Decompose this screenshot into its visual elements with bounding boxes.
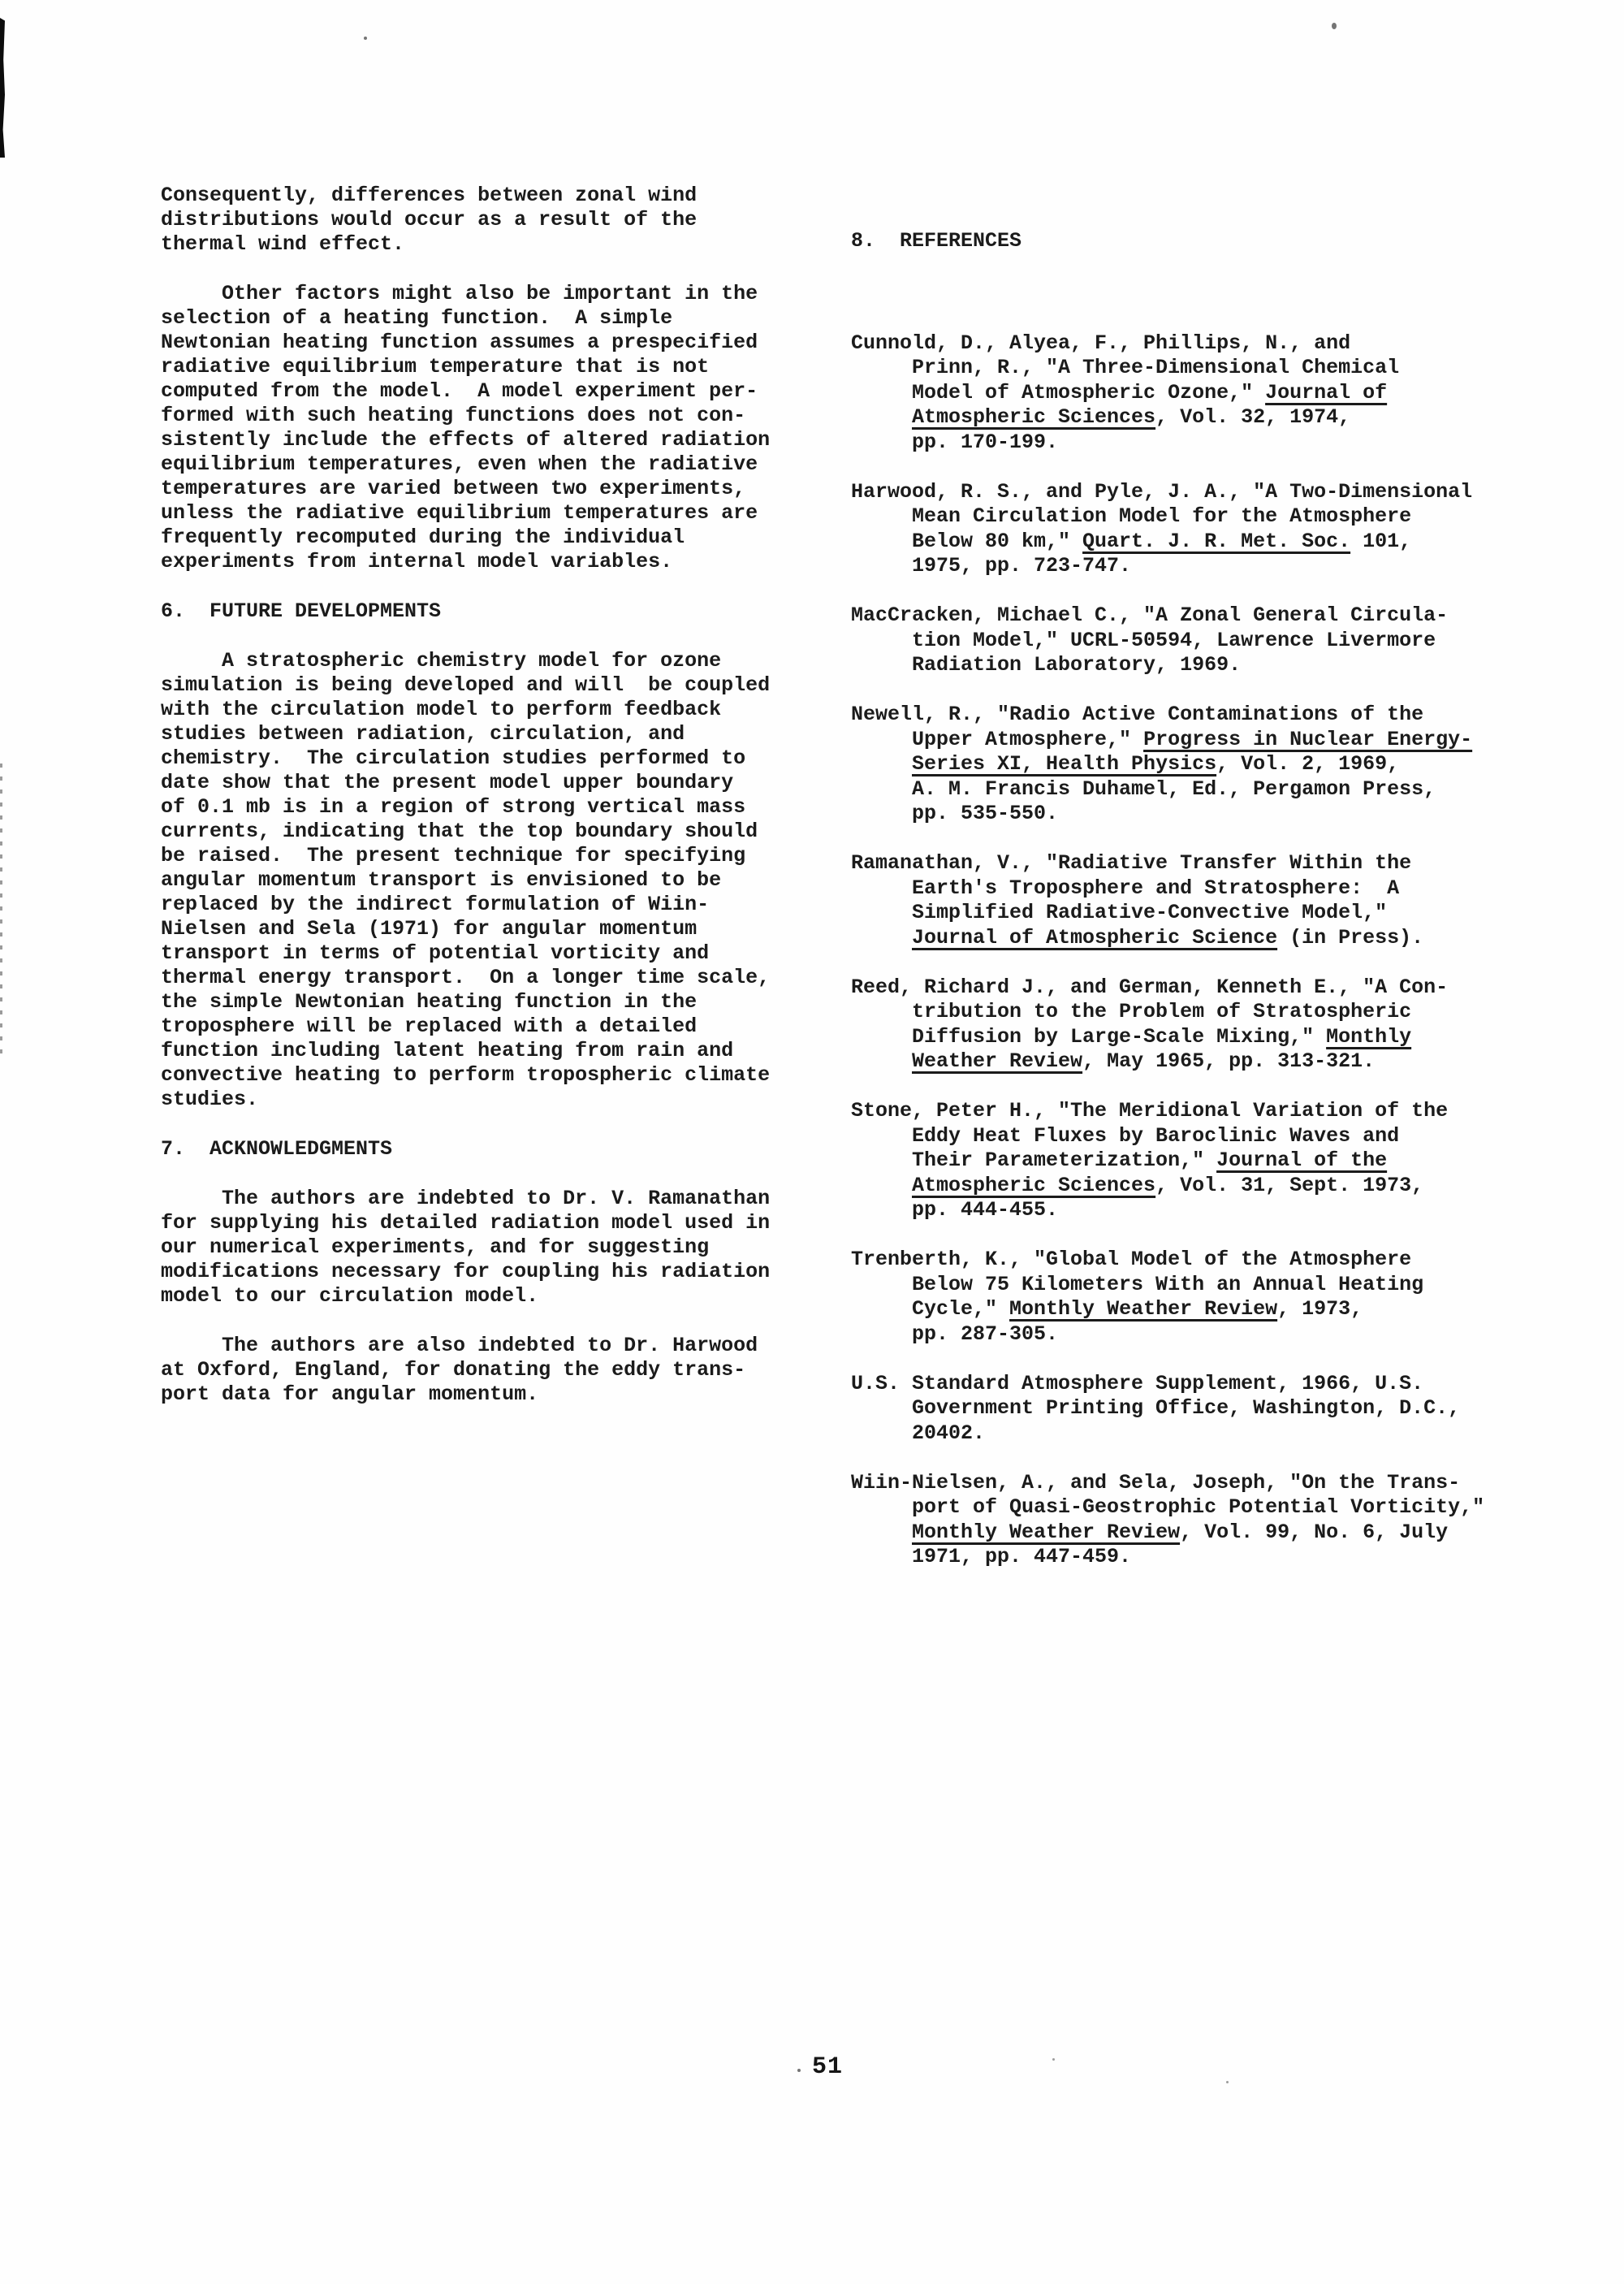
reference-text: 101, [1350, 529, 1412, 553]
reference-text: Radiation Laboratory, 1969. [851, 653, 1242, 677]
reference-line [851, 728, 1501, 753]
paragraph [161, 184, 802, 257]
reference-text: Cycle," [851, 1297, 1010, 1321]
reference-text: Ramanathan, V., "Radiative Transfer Within the [851, 851, 1412, 875]
reference-item [851, 1099, 1501, 1223]
reference-line [851, 1025, 1501, 1050]
reference-line [851, 629, 1501, 654]
text-line: with the circulation model to perform feedback [161, 698, 722, 721]
reference-text: Upper Atmosphere," [851, 727, 1144, 751]
paragraph [161, 1334, 802, 1407]
text-line: our numerical experiments, and for suggesting [161, 1235, 710, 1259]
reference-item [851, 331, 1501, 456]
reference-line [851, 1545, 1501, 1570]
reference-text: tion Model," UCRL-50594, Lawrence Livermore [851, 628, 1436, 652]
reference-text: pp. 444-455. [851, 1198, 1059, 1222]
reference-text: tribution to the Problem of Stratospheric [851, 1000, 1412, 1023]
reference-line [851, 1124, 1501, 1149]
reference-text: Wiin-Nielsen, A., and Sela, Joseph, "On the Trans- [851, 1470, 1461, 1495]
text-line: date show that the present model upper boundary [161, 771, 734, 794]
text-line: distributions would occur as a result of the [161, 208, 698, 231]
reference-text: Stone, Peter H., "The Meridional Variation of the [851, 1099, 1449, 1123]
reference-text: MacCracken, Michael C., "A Zonal General Circula- [851, 603, 1449, 627]
reference-line [851, 777, 1501, 802]
reference-line [851, 1495, 1501, 1521]
reference-line [851, 653, 1501, 678]
paragraph [161, 1187, 802, 1309]
underlined-journal-title: Monthly [1326, 1024, 1412, 1049]
reference-line [851, 901, 1501, 926]
text-line: model to our circulation model. [161, 1284, 539, 1308]
reference-item [851, 1372, 1501, 1447]
reference-text: , Vol. 2, 1969, [1216, 752, 1400, 776]
underlined-journal-title: Weather Review [912, 1049, 1083, 1073]
reference-line [851, 975, 1501, 1001]
reference-line [851, 530, 1501, 555]
reference-text: Newell, R., "Radio Active Contaminations of the [851, 703, 1424, 726]
reference-text: Eddy Heat Fluxes by Baroclinic Waves and [851, 1123, 1400, 1148]
reference-line [851, 1421, 1501, 1447]
reference-text: A. M. Francis Duhamel, Ed., Pergamon Press, [851, 776, 1436, 801]
text-line: modifications necessary for coupling his radiation [161, 1260, 771, 1283]
text-line: Nielsen and Sela (1971) for angular momentum [161, 917, 698, 941]
text-line: function including latent heating from rain and [161, 1039, 734, 1062]
text-line: be raised. The present technique for specifying [161, 844, 746, 867]
reference-line [851, 703, 1501, 728]
reference-item [851, 703, 1501, 827]
text-line: A stratospheric chemistry model for ozone [161, 649, 722, 673]
text-line: simulation is being developed and will be coupled [161, 673, 771, 697]
reference-text: Cunnold, D., Alyea, F., Phillips, N., and [851, 331, 1351, 355]
text-line: of 0.1 mb is in a region of strong vertical mass [161, 795, 746, 819]
scan-edge-artifact [0, 18, 5, 158]
text-line: chemistry. The circulation studies performed to [161, 746, 746, 770]
text-line: The authors are indebted to Dr. V. Ramanathan [161, 1187, 771, 1210]
reference-line [851, 1322, 1501, 1347]
underlined-journal-title: Atmospheric Sciences [912, 405, 1156, 429]
reference-text: Below 75 Kilometers With an Annual Heating [851, 1272, 1424, 1296]
text-line: studies. [161, 1088, 259, 1111]
reference-text: (in Press). [1277, 925, 1424, 950]
reference-text: Mean Circulation Model for the Atmosphere [851, 504, 1412, 528]
text-line: thermal energy transport. On a longer time scale, [161, 966, 771, 989]
reference-line [851, 1396, 1501, 1421]
reference-item [851, 1248, 1501, 1347]
reference-text: Government Printing Office, Washington, D.C., [851, 1396, 1461, 1420]
underlined-journal-title: Series XI, Health Physics [912, 752, 1217, 776]
reference-item [851, 1471, 1501, 1570]
reference-text [851, 1174, 912, 1197]
reference-line [851, 1148, 1501, 1174]
reference-text: , 1973, [1277, 1297, 1363, 1321]
reference-item [851, 851, 1501, 950]
reference-line [851, 1297, 1501, 1322]
reference-text: Harwood, R. S., and Pyle, J. A., "A Two-Dimensional [851, 479, 1473, 504]
text-line: Consequently, differences between zonal wind [161, 184, 698, 207]
right-column [851, 180, 1501, 1644]
reference-text [851, 752, 912, 776]
reference-text [851, 926, 912, 950]
reference-line [851, 1198, 1501, 1223]
reference-line [851, 802, 1501, 827]
reference-text: , Vol. 31, Sept. 1973, [1155, 1173, 1424, 1197]
reference-item [851, 603, 1501, 678]
underlined-journal-title: Journal of Atmospheric Science [912, 925, 1278, 950]
underlined-journal-title: Quart. J. R. Met. Soc. [1082, 529, 1351, 553]
text-line: selection of a heating function. A simple [161, 306, 673, 330]
reference-line [851, 1049, 1501, 1075]
reference-line [851, 405, 1501, 430]
underlined-journal-title: Progress in Nuclear Energy- [1143, 727, 1473, 751]
text-line: frequently recomputed during the individual [161, 526, 685, 549]
text-line: experiments from internal model variables. [161, 550, 673, 573]
reference-line [851, 356, 1501, 381]
text-line: formed with such heating functions does not con- [161, 404, 746, 427]
reference-text: Model of Atmospheric Ozone," [851, 380, 1266, 404]
paragraph [161, 282, 802, 574]
references-heading: 8. REFERENCES [851, 229, 1022, 253]
page-number: 51 [812, 2053, 844, 2081]
text-line: for supplying his detailed radiation model used in [161, 1211, 771, 1235]
reference-text: Trenberth, K., "Global Model of the Atmosphere [851, 1248, 1412, 1271]
underlined-journal-title: Journal of the [1216, 1148, 1388, 1172]
reference-text: pp. 535-550. [851, 802, 1059, 825]
reference-line [851, 926, 1501, 951]
left-column [161, 184, 802, 1432]
reference-text: Simplified Radiative-Convective Model," [851, 901, 1388, 924]
reference-text: 20402. [851, 1421, 986, 1445]
text-line: Newtonian heating function assumes a prespecified [161, 331, 758, 354]
text-line: 7. ACKNOWLEDGMENTS [161, 1137, 393, 1161]
reference-text: 1971, pp. 447-459. [851, 1545, 1132, 1568]
paragraph [161, 649, 802, 1112]
reference-text: pp. 287-305. [851, 1322, 1059, 1346]
reference-line [851, 1174, 1501, 1199]
underlined-journal-title: Atmospheric Sciences [912, 1173, 1156, 1197]
reference-text: 1975, pp. 723-747. [851, 554, 1132, 577]
reference-line [851, 1273, 1501, 1298]
reference-line [851, 1000, 1501, 1025]
section-heading [161, 599, 802, 624]
reference-item [851, 975, 1501, 1075]
reference-list [851, 331, 1501, 1570]
text-line: sistently include the effects of altered radiation [161, 428, 771, 452]
underlined-journal-title: Monthly Weather Review [1009, 1297, 1278, 1321]
reference-text: , May 1965, pp. 313-321. [1082, 1049, 1376, 1073]
reference-line [851, 851, 1501, 876]
reference-text [851, 1049, 912, 1073]
text-line: studies between radiation, circulation, and [161, 722, 685, 746]
text-line: the simple Newtonian heating function in the [161, 990, 698, 1014]
reference-line [851, 1372, 1501, 1397]
reference-text: pp. 170-199. [851, 430, 1059, 454]
reference-line [851, 331, 1501, 357]
scan-speck [1332, 23, 1337, 29]
text-line: The authors are also indebted to Dr. Harwood [161, 1334, 758, 1357]
text-line: thermal wind effect. [161, 232, 405, 256]
reference-text: , Vol. 99, No. 6, July [1180, 1520, 1449, 1544]
text-line: replaced by the indirect formulation of Wiin- [161, 893, 710, 916]
reference-text: Reed, Richard J., and German, Kenneth E., "A Con- [851, 975, 1449, 999]
reference-line [851, 1099, 1501, 1124]
reference-line [851, 1248, 1501, 1273]
reference-text: , Vol. 32, 1974, [1155, 405, 1351, 429]
reference-line [851, 752, 1501, 777]
underlined-journal-title: Monthly Weather Review [912, 1520, 1181, 1544]
text-line: at Oxford, England, for donating the eddy trans- [161, 1358, 746, 1382]
reference-line [851, 504, 1501, 530]
text-line: equilibrium temperatures, even when the radiative [161, 452, 758, 476]
reference-text: Prinn, R., "A Three-Dimensional Chemical [851, 356, 1400, 379]
scan-speck [364, 37, 367, 40]
reference-line [851, 1521, 1501, 1546]
scan-speck [797, 2069, 801, 2072]
text-line: port data for angular momentum. [161, 1382, 539, 1406]
text-line: troposphere will be replaced with a detailed [161, 1014, 698, 1038]
scan-speck [1226, 2081, 1229, 2083]
reference-text [851, 1521, 912, 1544]
reference-text [851, 405, 912, 429]
text-line: angular momentum transport is envisioned to be [161, 868, 722, 892]
reference-line [851, 876, 1501, 902]
reference-item [851, 480, 1501, 579]
text-line: transport in terms of potential vorticity and [161, 941, 710, 965]
reference-text: Diffusion by Large-Scale Mixing," [851, 1024, 1327, 1049]
scan-edge-artifact [0, 763, 2, 1056]
reference-line [851, 381, 1501, 406]
reference-text: Their Parameterization," [851, 1148, 1217, 1172]
reference-line [851, 480, 1501, 505]
reference-line [851, 554, 1501, 579]
reference-line [851, 1471, 1501, 1496]
text-line: temperatures are varied between two experiments, [161, 477, 746, 500]
text-line: convective heating to perform tropospheric climate [161, 1063, 771, 1087]
reference-line [851, 603, 1501, 629]
text-line: 6. FUTURE DEVELOPMENTS [161, 599, 442, 623]
text-line: unless the radiative equilibrium temperatures are [161, 501, 758, 525]
section-heading [161, 1137, 802, 1161]
text-line: Other factors might also be important in the [161, 282, 758, 305]
reference-text: Below 80 km," [851, 529, 1083, 553]
text-line: radiative equilibrium temperature that is not [161, 355, 710, 379]
reference-text: port of Quasi-Geostrophic Potential Vorticity," [851, 1495, 1485, 1519]
underlined-journal-title: Journal of [1265, 380, 1388, 404]
text-line: computed from the model. A model experiment per- [161, 379, 758, 403]
reference-text: U.S. Standard Atmosphere Supplement, 1966, U.S. [851, 1371, 1424, 1395]
reference-text: Earth's Troposphere and Stratosphere: A [851, 876, 1400, 900]
reference-line [851, 430, 1501, 456]
text-line: currents, indicating that the top boundary should [161, 820, 758, 843]
scan-speck [1052, 2058, 1055, 2061]
